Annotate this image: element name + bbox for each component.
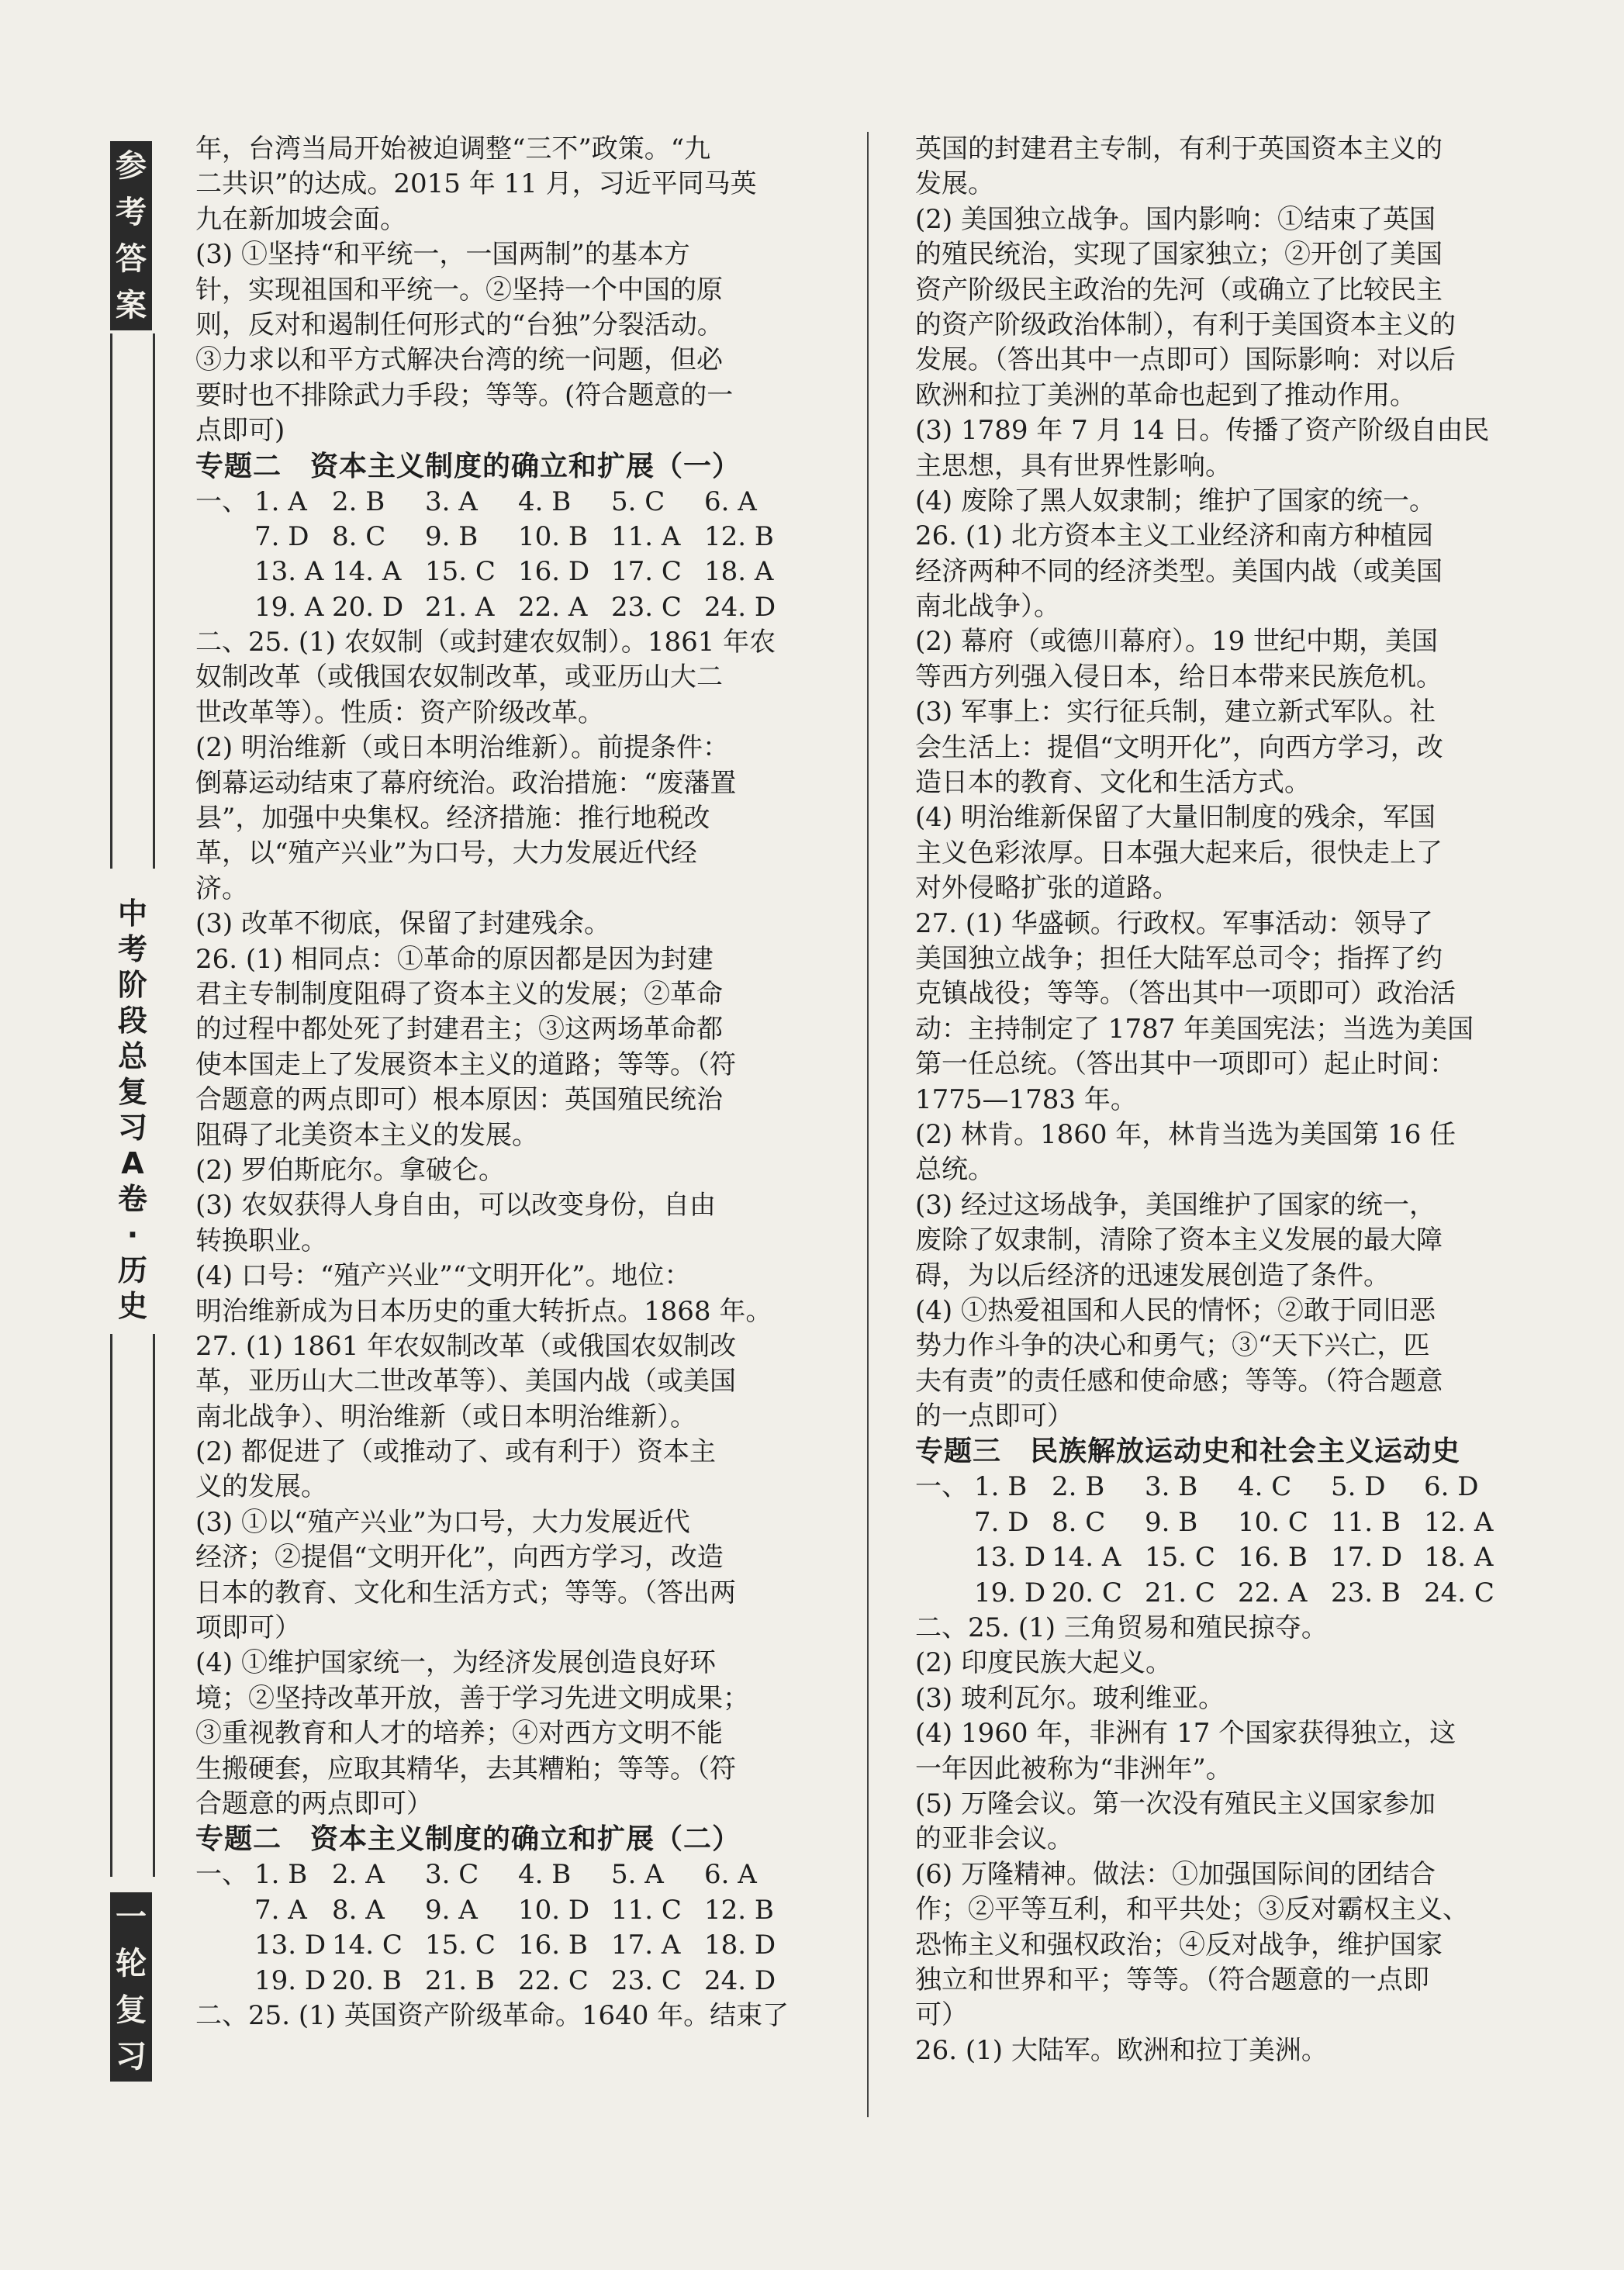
text-line: (4) 明治维新保留了大量旧制度的残余，军国: [915, 802, 1436, 834]
text-line: 二共识”的达成。2015 年 11 月，习近平同马英: [195, 168, 757, 200]
answer-row: [195, 590, 824, 625]
tab-char: 复: [116, 1992, 147, 2028]
title-char: 卷: [117, 1182, 147, 1216]
right-intro: [915, 132, 1567, 1434]
answer-cell: [195, 590, 254, 625]
choice-answers-2a: [195, 485, 824, 626]
answer-cell: 9. A: [425, 1894, 478, 1926]
text-line: 的资产阶级政治体制），有利于美国资本主义的: [915, 309, 1456, 340]
tab-char: 参: [116, 148, 147, 184]
answer-cell: 2. B: [332, 485, 385, 517]
text-line: 造日本的教育、文化和生活方式。: [915, 767, 1311, 799]
section-title-3: 专题三 民族解放运动史和社会主义运动史: [915, 1436, 1461, 1468]
answer-cell: 10. C: [1238, 1506, 1308, 1538]
answer-row: [915, 1540, 1567, 1575]
title-char: 史: [117, 1289, 147, 1323]
answer-cell: 21. B: [425, 1964, 495, 1996]
choice-answers-2b: [195, 1857, 824, 1999]
answer-row: [195, 485, 824, 520]
text-line: (2) 印度民族大起义。: [915, 1647, 1172, 1679]
text-line: 作；②平等互利，和平共处；③反对霸权主义、: [915, 1894, 1469, 1926]
answer-cell: 20. B: [332, 1964, 402, 1996]
answer-cell: 8. C: [1052, 1506, 1106, 1538]
text-line: 欧洲和拉丁美洲的革命也起到了推动作用。: [915, 379, 1416, 411]
text-line: (3) 军事上：实行征兵制，建立新式军队。社: [915, 696, 1436, 728]
text-line: 主义色彩浓厚。日本强大起来后，很快走上了: [915, 837, 1443, 869]
text-line: (2) 幕府（或德川幕府）。19 世纪中期，美国: [915, 626, 1439, 658]
text-line: (2) 美国独立战争。国内影响：①结束了英国: [915, 203, 1436, 235]
text-line: 年，台湾当局开始被迫调整“三不”政策。“九: [195, 133, 711, 164]
text-line: 等西方列强入侵日本，给日本带来民族危机。: [915, 661, 1443, 693]
answer-cell: 5. C: [611, 485, 665, 517]
text-line: 日本的教育、文化和生活方式；等等。（答出两: [195, 1577, 736, 1608]
left-intro: [195, 132, 824, 449]
text-line: 使本国走上了发展资本主义的道路；等等。（符: [195, 1049, 736, 1080]
text-line: 君主专制制度阻碍了资本主义的发展；②革命: [195, 978, 723, 1010]
answer-cell: 11. A: [611, 520, 681, 552]
text-line: 27. (1) 1861 年农奴制改革（或俄国农奴制改: [195, 1330, 737, 1362]
answer-cell: 18. A: [704, 556, 774, 588]
text-line: 明治维新成为日本历史的重大转折点。1868 年。: [195, 1295, 772, 1327]
text-line: (3) 1789 年 7 月 14 日。传播了资产阶级自由民: [915, 415, 1490, 447]
answer-row: [195, 520, 824, 555]
text-line: 美国独立战争；担任大陆军总司令；指挥了约: [915, 942, 1443, 974]
text-line: 1775—1783 年。: [915, 1083, 1137, 1115]
answer-cell: 21. C: [1145, 1577, 1215, 1608]
text-line: 夫有责”的责任感和使命感；等等。（符合题意: [915, 1365, 1443, 1397]
answer-cell: 2. A: [332, 1859, 385, 1891]
answer-cell: 一、: [195, 485, 248, 517]
title-char: 习: [117, 1111, 147, 1145]
text-line: 发展。: [915, 168, 994, 200]
text-line: 资产阶级民主政治的先河（或确立了比较民主: [915, 274, 1443, 306]
answer-cell: 14. A: [332, 556, 402, 588]
text-line: 二、25. (1) 三角贸易和殖民掠夺。: [915, 1612, 1328, 1644]
tab-char: 轮: [116, 1946, 147, 1981]
text-line: 会生活上：提倡“文明开化”，向西方学习，改: [915, 731, 1443, 763]
answer-cell: 23. B: [1331, 1577, 1401, 1608]
text-line: 二、25. (1) 农奴制（或封建农奴制）。1861 年农: [195, 627, 776, 658]
answer-cell: 10. D: [518, 1894, 590, 1926]
answer-cell: 24. D: [704, 591, 776, 623]
text-line: (3) 经过这场战争，美国维护了国家的统一，: [915, 1189, 1436, 1221]
text-line: 克镇战役；等等。（答出其中一项即可）政治活: [915, 978, 1456, 1010]
answer-cell: 5. A: [611, 1859, 664, 1891]
answer-row: [915, 1470, 1567, 1505]
sidebar-frame-upper: [110, 333, 155, 869]
answer-cell: 一、: [915, 1471, 968, 1503]
answer-cell: 9. B: [425, 520, 479, 552]
tab-char: 答: [116, 241, 147, 277]
answer-cell: 22. A: [518, 591, 588, 623]
answer-cell: 6. D: [1424, 1471, 1479, 1503]
text-line: 二、25. (1) 英国资产阶级革命。1640 年。结束了: [195, 1999, 790, 2031]
section-body-2a: [195, 625, 824, 1822]
answer-cell: 16. B: [1238, 1542, 1308, 1574]
text-line: 奴制改革（或俄国农奴制改革，或亚历山大二: [195, 662, 723, 693]
text-line: (4) ①热爱祖国和人民的情怀；②敢于同旧恶: [915, 1294, 1436, 1326]
text-line: 则，反对和遏制任何形式的“台独”分裂活动。: [195, 309, 724, 340]
text-line: 势力作斗争的决心和勇气；③“天下兴亡，匹: [915, 1330, 1430, 1362]
answer-cell: 12. B: [704, 520, 774, 552]
text-line: (6) 万隆精神。做法：①加强国际间的团结合: [915, 1858, 1436, 1890]
answer-cell: 18. A: [1424, 1542, 1494, 1574]
text-line: 合题意的两点即可）根本原因：英国殖民统治: [195, 1084, 723, 1116]
tab-char: 考: [116, 195, 147, 230]
text-line: (4) 废除了黑人奴隶制；维护了国家的统一。: [915, 485, 1436, 517]
answer-cell: [915, 1576, 974, 1611]
tab-char: 习: [116, 2039, 147, 2075]
text-line: 可）: [915, 1999, 968, 2031]
answer-cell: 一、: [195, 1859, 248, 1891]
text-line: 英国的封建君主专制，有利于英国资本主义的: [915, 133, 1443, 164]
answer-row: [915, 1576, 1567, 1611]
answer-row: [195, 1857, 824, 1892]
answer-row: [195, 1928, 824, 1963]
answer-cell: 4. C: [1238, 1471, 1292, 1503]
title-char: A: [121, 1146, 144, 1180]
answer-cell: 1. A: [254, 485, 307, 517]
text-line: (5) 万隆会议。第一次没有殖民主义国家参加: [915, 1788, 1436, 1819]
answer-cell: 12. A: [1424, 1506, 1494, 1538]
text-line: (3) ①坚持“和平统一，一国两制”的基本方: [195, 239, 690, 271]
text-line: (4) 1960 年，非洲有 17 个国家获得独立，这: [915, 1718, 1456, 1750]
text-line: 独立和世界和平；等等。（符合题意的一点即: [915, 1964, 1429, 1995]
text-line: 革，亚历山大二世改革等）、美国内战（或美国: [195, 1366, 736, 1398]
answer-cell: 22. A: [1238, 1577, 1308, 1608]
answer-cell: 3. A: [425, 485, 478, 517]
answer-cell: 6. A: [704, 1859, 757, 1891]
text-line: (3) ①以“殖产兴业”为口号，大力发展近代: [195, 1506, 690, 1538]
text-line: 倒幕运动结束了幕府统治。政治措施：“废藩置: [195, 767, 737, 799]
text-line: 动：主持制定了 1787 年美国宪法；当选为美国: [915, 1013, 1474, 1045]
answer-cell: [195, 555, 254, 589]
section-body-3: [915, 1611, 1567, 2068]
text-line: 生搬硬套，应取其精华，去其糟粕；等等。（符: [195, 1753, 736, 1785]
title-char: 段: [117, 1004, 147, 1038]
sidebar-bottom-tab: [110, 1892, 155, 2082]
text-line: 一年因此被称为“非洲年”。: [915, 1753, 1232, 1785]
sidebar-top-tab: [110, 141, 155, 330]
book-title-vertical: [110, 896, 155, 1324]
answer-cell: 16. D: [518, 556, 590, 588]
title-char: 复: [117, 1075, 147, 1109]
text-line: 阻碍了北美资本主义的发展。: [195, 1119, 538, 1151]
section-title-2a: 专题二 资本主义制度的确立和扩展（一）: [195, 450, 741, 482]
answer-cell: 19. D: [254, 1964, 327, 1996]
text-line: 合题意的两点即可）: [195, 1788, 433, 1819]
text-line: 革，以“殖产兴业”为口号，大力发展近代经: [195, 838, 697, 869]
sidebar-frame-lower: [110, 1334, 155, 1877]
title-char: 阶: [117, 968, 147, 1002]
answer-row: [195, 555, 824, 589]
text-line: 南北战争）、明治维新（或日本明治维新）。: [195, 1401, 696, 1432]
text-line: (3) 农奴获得人身自由，可以改变身份，自由: [195, 1190, 716, 1221]
text-line: (3) 玻利瓦尔。玻利维亚。: [915, 1682, 1225, 1714]
answer-cell: 9. B: [1145, 1506, 1198, 1538]
text-line: 针，实现祖国和平统一。②坚持一个中国的原: [195, 274, 723, 306]
answer-cell: [195, 1964, 254, 1999]
answer-cell: 20. C: [1052, 1577, 1122, 1608]
answer-row: [195, 1893, 824, 1928]
title-char: 总: [117, 1039, 147, 1073]
text-line: 世改革等）。性质：资产阶级改革。: [195, 696, 604, 728]
answer-cell: 13. D: [974, 1542, 1046, 1574]
text-line: (4) 口号：“殖产兴业”“文明开化”。地位：: [195, 1260, 691, 1292]
answer-cell: 8. C: [332, 520, 386, 552]
answer-cell: [195, 1928, 254, 1963]
answer-cell: 21. A: [425, 591, 495, 623]
answer-cell: 19. A: [254, 591, 324, 623]
first-round-review-tab: [110, 1892, 152, 2082]
answer-cell: 10. B: [518, 520, 588, 552]
answer-cell: 22. C: [518, 1964, 589, 1996]
text-line: 恐怖主义和强权政治；④反对战争，维护国家: [915, 1929, 1443, 1961]
text-line: 九在新加坡会面。: [195, 203, 406, 235]
text-line: 县”，加强中央集权。经济措施：推行地税改: [195, 803, 710, 834]
text-line: 项即可）: [195, 1612, 301, 1644]
title-char: 中: [117, 897, 147, 931]
left-column: [195, 132, 824, 2033]
answer-cell: 14. A: [1052, 1542, 1121, 1574]
answer-cell: [915, 1505, 974, 1540]
answer-cell: 6. A: [704, 485, 757, 517]
answer-cell: 7. A: [254, 1894, 307, 1926]
answer-cell: [195, 1893, 254, 1928]
text-line: 义的发展。: [195, 1471, 327, 1503]
column-divider: [867, 132, 869, 2117]
answer-cell: 8. A: [332, 1894, 385, 1926]
answer-cell: 24. C: [1424, 1577, 1494, 1608]
answer-key-tab: [110, 141, 152, 330]
text-line: (2) 林肯。1860 年，林肯当选为美国第 16 任: [915, 1118, 1456, 1150]
answer-cell: 24. D: [704, 1964, 776, 1996]
text-line: 要时也不排除武力手段；等等。(符合题意的一: [195, 379, 734, 411]
answer-cell: 17. A: [611, 1930, 681, 1961]
answer-cell: 4. B: [518, 1859, 572, 1891]
title-char: ·: [126, 1218, 139, 1252]
text-line: 南北战争）。: [915, 591, 1060, 623]
text-line: 点即可): [195, 415, 285, 447]
answer-cell: 13. A: [254, 556, 324, 588]
answer-cell: 5. D: [1331, 1471, 1386, 1503]
answer-cell: 13. D: [254, 1930, 327, 1961]
text-line: 济。: [195, 872, 248, 904]
answer-cell: 19. D: [974, 1577, 1046, 1608]
text-line: 总统。: [915, 1154, 994, 1186]
choice-answers-3: [915, 1470, 1567, 1611]
answer-cell: 11. B: [1331, 1506, 1401, 1538]
text-line: (2) 明治维新（或日本明治维新）。前提条件：: [195, 732, 729, 764]
answer-cell: 23. C: [611, 1964, 682, 1996]
answer-cell: 7. D: [974, 1506, 1029, 1538]
text-line: 的过程中都处死了封建君主；③这两场革命都: [195, 1014, 723, 1045]
title-char: 历: [117, 1253, 147, 1287]
text-line: 26. (1) 大陆军。欧洲和拉丁美洲。: [915, 2034, 1328, 2066]
tab-char: 一: [116, 1899, 147, 1935]
tab-char: 案: [116, 288, 147, 323]
section-title-2b: 专题二 资本主义制度的确立和扩展（二）: [195, 1823, 741, 1856]
answer-cell: [915, 1540, 974, 1575]
answer-cell: 15. C: [425, 556, 496, 588]
answer-cell: 15. C: [1145, 1542, 1215, 1574]
text-line: 经济两种不同的经济类型。美国内战（或美国: [915, 555, 1443, 587]
text-line: 境；②坚持改革开放，善于学习先进文明成果；: [195, 1682, 749, 1714]
text-line: 碍，为以后经济的迅速发展创造了条件。: [915, 1259, 1390, 1291]
answer-cell: 2. B: [1052, 1471, 1105, 1503]
answer-cell: 3. C: [425, 1859, 479, 1891]
answer-cell: 3. B: [1145, 1471, 1198, 1503]
text-line: (3) 改革不彻底，保留了封建残余。: [195, 908, 610, 940]
answer-cell: 15. C: [425, 1930, 496, 1961]
text-line: ③重视教育和人才的培养；④对西方文明不能: [195, 1718, 723, 1750]
text-line: (4) ①维护国家统一，为经济发展创造良好环: [195, 1647, 716, 1679]
text-line: 主思想，具有世界性影响。: [915, 450, 1232, 482]
answer-row: [195, 1964, 824, 1999]
text-line: 26. (1) 相同点：①革命的原因都是因为封建: [195, 943, 714, 975]
text-line: 转换职业。: [195, 1225, 327, 1256]
answer-cell: 11. C: [611, 1894, 682, 1926]
text-line: 27. (1) 华盛顿。行政权。军事活动：领导了: [915, 907, 1433, 939]
answer-cell: 4. B: [518, 485, 572, 517]
text-line: 对外侵略扩张的道路。: [915, 872, 1179, 904]
text-line: 26. (1) 北方资本主义工业经济和南方种植园: [915, 520, 1433, 552]
right-column: [915, 132, 1567, 2068]
section-body-2b: [195, 1999, 824, 2033]
text-line: 经济；②提倡“文明开化”，向西方学习，改造: [195, 1542, 724, 1574]
answer-cell: 16. B: [518, 1930, 588, 1961]
answer-cell: 18. D: [704, 1930, 776, 1961]
answer-cell: 7. D: [254, 520, 309, 552]
title-char: 考: [117, 932, 147, 966]
answer-cell: 14. C: [332, 1930, 403, 1961]
text-line: 的一点即可）: [915, 1401, 1073, 1432]
text-line: 的殖民统治，实现了国家独立；②开创了美国: [915, 239, 1443, 271]
answer-cell: 20. D: [332, 591, 404, 623]
answer-row: [915, 1505, 1567, 1540]
text-line: (2) 都促进了（或推动了、或有利于）资本主: [195, 1436, 716, 1468]
text-line: ③力求以和平方式解决台湾的统一问题，但必: [195, 344, 723, 376]
answer-cell: 17. D: [1331, 1542, 1403, 1574]
answer-cell: [195, 520, 254, 555]
answer-cell: 17. C: [611, 556, 682, 588]
answer-cell: 23. C: [611, 591, 682, 623]
text-line: 第一任总统。（答出其中一项即可）起止时间：: [915, 1049, 1456, 1080]
text-line: 废除了奴隶制，清除了资本主义发展的最大障: [915, 1225, 1443, 1256]
text-line: (2) 罗伯斯庇尔。拿破仑。: [195, 1154, 505, 1186]
answer-cell: 1. B: [254, 1859, 308, 1891]
answer-cell: 1. B: [974, 1471, 1028, 1503]
text-line: 发展。（答出其中一点即可）国际影响：对以后: [915, 344, 1456, 376]
answer-cell: 12. B: [704, 1894, 774, 1926]
text-line: 的亚非会议。: [915, 1823, 1073, 1855]
